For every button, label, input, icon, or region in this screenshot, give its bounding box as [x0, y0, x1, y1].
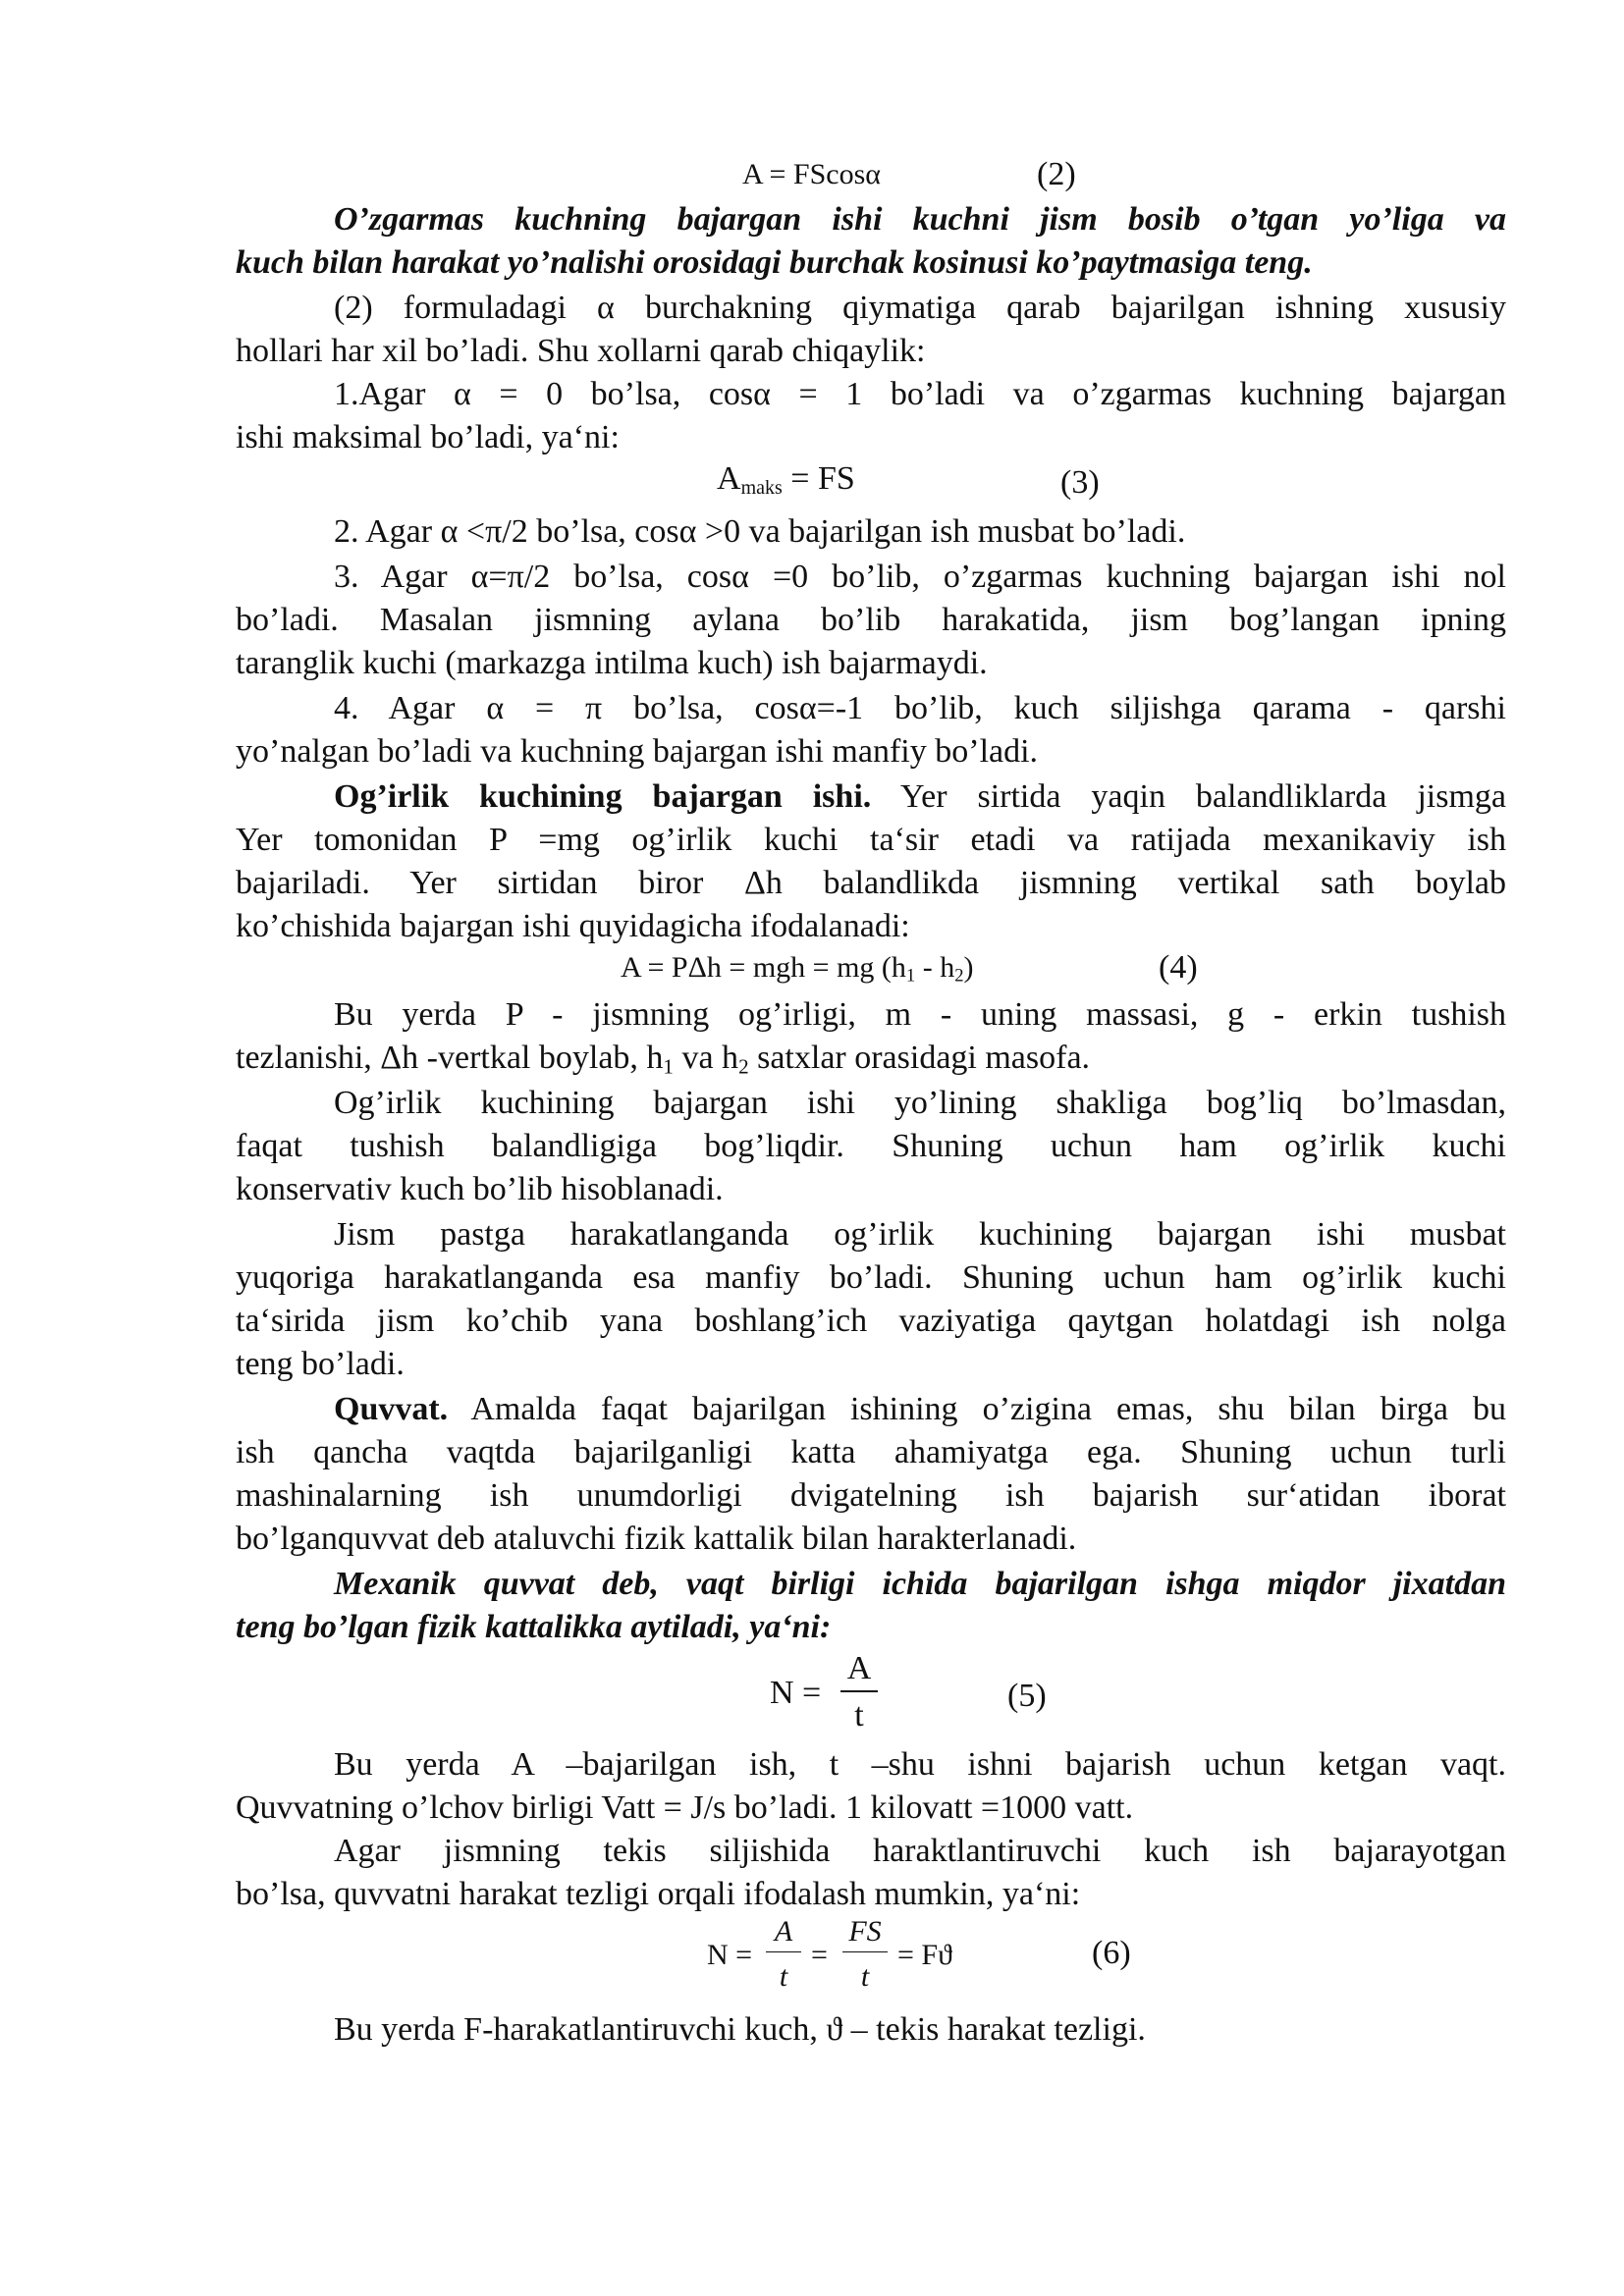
equation-6-lhs: N =: [707, 1939, 753, 1971]
equation-6-equals: =: [811, 1939, 828, 1971]
text-fragment: va h: [673, 1040, 739, 1076]
text-line: yo’nalgan bo’ladi va kuchning bajargan ishi manfiy bo’ladi.: [236, 733, 1039, 770]
text-line: bajariladi. Yer sirtidan biror Δh balandlikda jismning vertikal sath boylab: [236, 865, 1506, 901]
subscript: 2: [738, 1054, 749, 1079]
equation-4-number: (4): [1159, 949, 1198, 986]
text-line: yuqoriga harakatlanganda esa manfiy bo’ladi. Shuning uchun ham og’irlik kuchi: [236, 1259, 1506, 1296]
text-line: 4. Agar α = π bo’lsa, cosα=-1 bo’lib, kuch siljishga qarama - qarshi: [334, 690, 1506, 726]
text-line: mashinalarning ish unumdorligi dvigatelning ish bajarish sur‘atidan iborat: [236, 1477, 1506, 1514]
text-line: Bu yerda F-harakatlantiruvchi kuch, ϑ – tekis harakat tezligi.: [334, 2011, 1146, 2048]
equation-3-lhs: A: [717, 460, 741, 497]
fraction-bar: [840, 1690, 878, 1692]
subscript: 1: [663, 1054, 674, 1079]
text-line: O’zgarmas kuchning bajargan ishi kuchni jism bosib o’tgan yo’liga va: [334, 201, 1506, 238]
equation-6-numerator-1: A: [774, 1915, 793, 1948]
text-line: teng bo’lgan fizik kattalikka aytiladi, ya‘ni:: [236, 1609, 832, 1645]
text-line: 2. Agar α <π/2 bo’lsa, cosα >0 va bajarilgan ish musbat bo’ladi.: [334, 513, 1186, 550]
fraction-bar: [842, 1951, 888, 1952]
text-line: ko’chishida bajargan ishi quyidagicha ifodalanadi:: [236, 908, 910, 944]
text-line: Bu yerda A –bajarilgan ish, t –shu ishni bajarish uchun ketgan vaqt.: [334, 1746, 1506, 1783]
text-line: faqat tushish balandligiga bog’liqdir. Shuning uchun ham og’irlik kuchi: [236, 1128, 1506, 1164]
text-fragment: satxlar orasidagi masofa.: [748, 1040, 1091, 1076]
text-line: bo’ladi. Masalan jismning aylana bo’lib harakatida, jism bog’langan ipning: [236, 602, 1506, 638]
formula-subscript: 1: [905, 965, 916, 987]
section-heading-gravity-work: Og’irlik kuchining bajargan ishi.: [334, 778, 872, 815]
text-line: taranglik kuchi (markazga intilma kuch) ish bajarmaydi.: [236, 645, 988, 681]
text-line: Bu yerda P - jismning og’irligi, m - uning massasi, g - erkin tushish: [334, 996, 1506, 1033]
text-line: [236, 775, 1506, 819]
text-line: Jism pastga harakatlanganda og’irlik kuchining bajargan ishi musbat: [334, 1216, 1506, 1253]
text-fragment: tezlanishi, Δh -vertkal boylab, h: [236, 1040, 664, 1076]
text-line: teng bo’ladi.: [236, 1346, 405, 1382]
text-line: hollari har xil bo’ladi. Shu xollarni qarab chiqaylik:: [236, 333, 926, 369]
equation-6-denominator-2: t: [860, 1960, 870, 1993]
text-line: [236, 1388, 1506, 1431]
equation-5-number: (5): [1007, 1678, 1047, 1714]
text-line: konservativ kuch bo’lib hisoblanadi.: [236, 1171, 724, 1207]
text-line: 3. Agar α=π/2 bo’lsa, cosα =0 bo’lib, o’zgarmas kuchning bajargan ishi nol: [334, 559, 1506, 595]
equation-6-denominator-1: t: [779, 1960, 788, 1993]
text-fragment: Amalda faqat bajarilgan ishining o’zigina emas, shu bilan birga bu: [448, 1391, 1506, 1427]
formula-part: - h: [915, 951, 955, 984]
equation-6-number: (6): [1092, 1935, 1131, 1971]
equation-2-number: (2): [1037, 156, 1076, 192]
equation-4-formula: [621, 948, 974, 996]
fraction-bar: [766, 1951, 801, 1952]
text-line: Yer tomonidan P =mg og’irlik kuchi ta‘sir etadi va ratijada mexanikaviy ish: [236, 822, 1506, 858]
formula-subscript: 2: [954, 965, 964, 987]
equation-5-lhs: N =: [770, 1675, 822, 1711]
equation-2-formula: A = FScosα: [742, 158, 882, 190]
equation-6-numerator-2: FS: [848, 1915, 882, 1948]
text-line: bo’lsa, quvvatni harakat tezligi orqali ifodalash mumkin, ya‘ni:: [236, 1876, 1081, 1912]
text-line: ta‘sirida jism ko’chib yana boshlang’ich vaziyatiga qaytgan holatdagi ish nolga: [236, 1303, 1506, 1339]
equation-6-rhs: = Fϑ: [897, 1939, 952, 1971]
text-line: (2) formuladagi α burchakning qiymatiga qarab bajarilgan ishning xususiy: [334, 290, 1506, 326]
text-line: ishi maksimal bo’ladi, ya‘ni:: [236, 419, 620, 455]
text-line: Agar jismning tekis siljishida haraktlantiruvchi kuch ish bajarayotgan: [334, 1833, 1506, 1869]
text-line: ish qancha vaqtda bajarilganligi katta ahamiyatga ega. Shuning uchun turli: [236, 1434, 1506, 1470]
text-line: 1.Agar α = 0 bo’lsa, cosα = 1 bo’ladi va o’zgarmas kuchning bajargan: [334, 376, 1506, 412]
text-line: kuch bilan harakat yo’nalishi orosidagi burchak kosinusi ko’paytmasiga teng.: [236, 244, 1313, 281]
text-line: [236, 1037, 1506, 1088]
equation-5-numerator: A: [846, 1650, 872, 1686]
equation-3-number: (3): [1060, 464, 1100, 501]
text-line: Quvvatning o’lchov birligi Vatt = J/s bo’ladi. 1 kilovatt =1000 vatt.: [236, 1789, 1134, 1826]
text-fragment: Yer sirtida yaqin balandliklarda jismga: [871, 778, 1506, 815]
equation-3-formula: [717, 459, 855, 507]
text-line: Og’irlik kuchining bajargan ishi yo’lining shakliga bog’liq bo’lmasdan,: [334, 1085, 1506, 1121]
formula-part: A = PΔh = mgh = mg (h: [621, 951, 906, 984]
equation-3-rhs: = FS: [790, 460, 855, 497]
formula-part: ): [963, 951, 974, 984]
text-line: Mexanik quvvat deb, vaqt birligi ichida bajarilgan ishga miqdor jixatdan: [334, 1566, 1506, 1602]
equation-5-denominator: t: [854, 1697, 864, 1734]
equation-3-subscript: maks: [740, 477, 783, 499]
section-heading-power: Quvvat.: [334, 1391, 449, 1427]
text-line: bo’lganquvvat deb ataluvchi fizik kattalik bilan harakterlanadi.: [236, 1521, 1077, 1557]
